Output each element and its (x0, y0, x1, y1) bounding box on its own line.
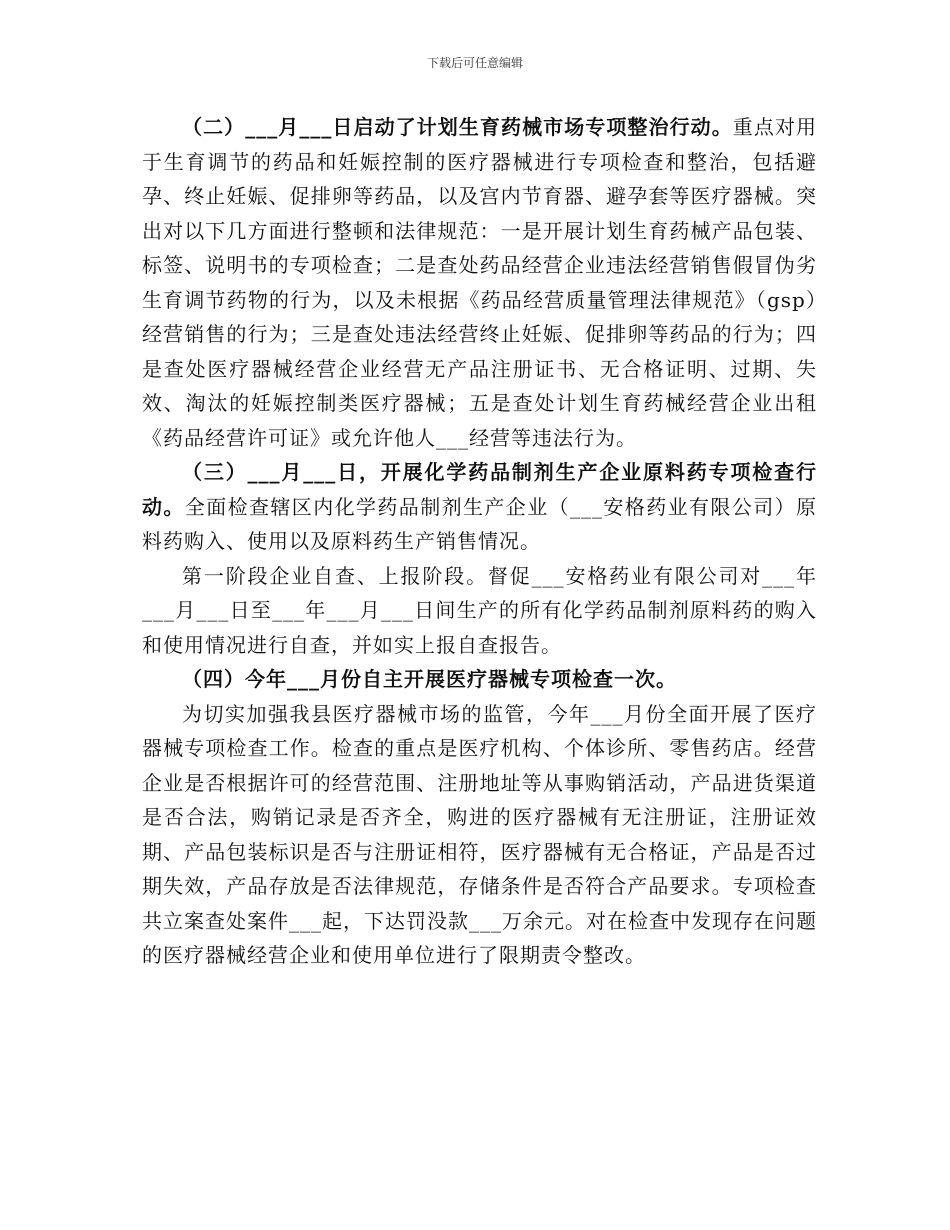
page-header: 下载后可任意编辑 (426, 56, 523, 70)
section-2-heading: （二）___月___日启动了计划生育药械市场专项整治行动。 (182, 115, 733, 139)
section-4-heading: （四）今年___月份自主开展医疗器械专项检查一次。 (182, 667, 677, 691)
section-3-body: 全面检查辖区内化学药品制剂生产企业（___安格药业有限公司）原料药购入、使用以及原料药生产销售情况。 (142, 494, 818, 553)
section-3-heading: （三）___月___日，开展化学药品制剂生产企业原料药专项检查行动。 (142, 460, 817, 519)
paragraph-section-3 (142, 455, 817, 559)
paragraph-inspection-details (142, 697, 817, 973)
inspection-body: 为切实加强我县医疗器械市场的监管，今年___月份全面开展了医疗器械专项检查工作。检查的重点是医疗机构、个体诊所、零售药店。经营企业是否根据许可的经营范围、注册地址等从事购销活动，产品进货渠道是否合法，购销记录是否齐全，购进的医疗器械有无注册证，注册证效期、产品包装标识是否与注册证相符，医疗器械有无合格证，产品是否过期失效，产品存放是否法律规范，存储条件是否符合产品要求。专项检查共立案查处案件___起，下达罚没款___万余元。对在检查中发现存在问题的医疗器械经营企业和使用单位进行了限期责令整改。 (142, 701, 817, 967)
paragraph-section-4 (142, 662, 817, 697)
section-2-body: 重点对用于生育调节的药品和妊娠控制的医疗器械进行专项检查和整治，包括避孕、终止妊娠、促排卵等药品，以及宫内节育器、避孕套等医疗器械。突出对以下几方面进行整顿和法律规范：一是开展计划生育药械产品包装、标签、说明书的专项检查；二是查处药品经营企业违法经营销售假冒伪劣生育调节药物的行为，以及未根据《药品经营质量管理法律规范》（gsp）经营销售的行为；三是查处违法经营终止妊娠、促排卵等药品的行为；四是查处医疗器械经营企业经营无产品注册证书、无合格证明、过期、失效、淘汰的妊娠控制类医疗器械；五是查处计划生育药械经营企业出租《药品经营许可证》或允许他人___经营等违法行为。 (142, 115, 818, 450)
paragraph-section-2 (142, 110, 817, 455)
document-body (142, 110, 817, 973)
paragraph-stage-1 (142, 559, 817, 663)
stage-1-body: 第一阶段企业自查、上报阶段。督促___安格药业有限公司对___年___月___日至___年___月___日间生产的所有化学药品制剂原料药的购入和使用情况进行自查，并如实上报自查报告。 (142, 563, 817, 657)
